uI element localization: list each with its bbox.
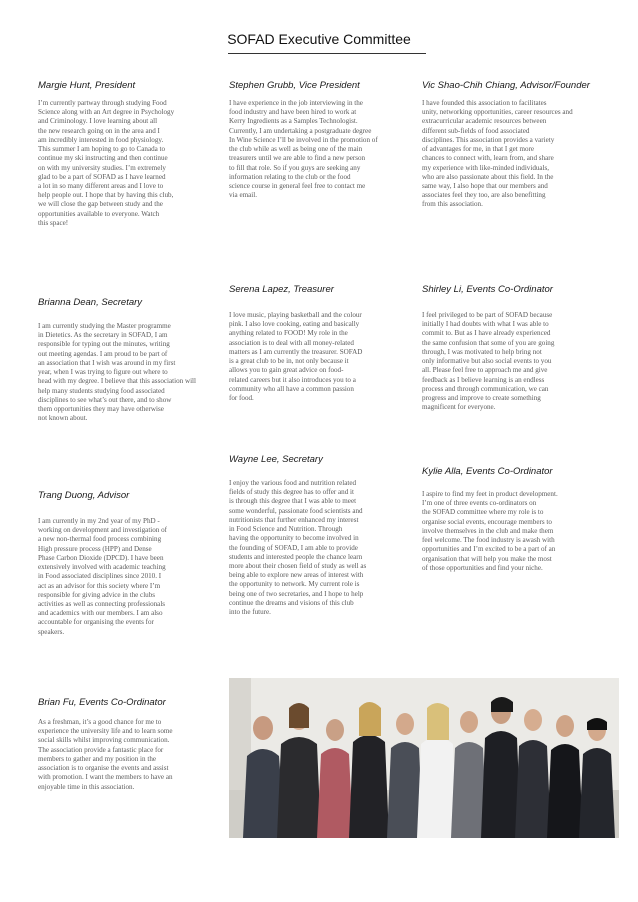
member-name-brian-fu: Brian Fu, Events Co-Ordinator bbox=[38, 697, 166, 708]
member-bio-margie-hunt: I’m currently partway through studying Food Science along with an Art degree in Psychology and Criminology. I love learning about all the new research going on in the area and I am incredibly interested in food physiology. This summer I am hoping to go to Canada to continue my ski instructing and then continue on with my university studies. I’m extremely glad to be a part of SOFAD as I have learned a lot in so many different areas and I love to help people out. I hope that by having this club, we will close the gap between study and the opportunities available to everyone. Watch this space! bbox=[38, 99, 175, 227]
group-photo bbox=[229, 678, 619, 838]
member-bio-trang-duong: I am currently in my 2nd year of my PhD - working on development and investigation of a new non-thermal food process combining High pressure process (HPP) and Dense Phase Carbon Dioxide (DPCD). I have been extensively involved with academic teaching in Food associated disciplines since 2010. I act as an advisor for this society where I’m responsible for giving advice in the clubs activities as well as connecting professionals and academics with our members. I am also accountable for organising the events for speakers. bbox=[38, 517, 168, 636]
member-name-brianna-dean: Brianna Dean, Secretary bbox=[38, 297, 143, 308]
member-name-margie-hunt: Margie Hunt, President bbox=[38, 80, 136, 91]
page-title: SOFAD Executive Committee bbox=[227, 31, 411, 47]
member-bio-serena-lapez: I love music, playing basketball and the colour pink. I also love cooking, eating and basically anything related to FOOD! My role in the association is to deal with all money-related matters as I am currently the treasurer. SOFAD is a great club to be in, not only because it allows you to gain great advice on food- related careers but it also introduces you to a community who all have a common passion for food. bbox=[229, 311, 363, 402]
title-underline bbox=[228, 53, 426, 54]
member-name-vic-chiang: Vic Shao-Chih Chiang, Advisor/Founder bbox=[422, 80, 590, 91]
member-name-wayne-lee: Wayne Lee, Secretary bbox=[229, 454, 323, 465]
member-name-shirley-li: Shirley Li, Events Co-Ordinator bbox=[422, 284, 553, 295]
member-bio-kylie-alla: I aspire to find my feet in product development. I’m one of three events co-ordinators on the SOFAD committee where my role is to organise social events, encourage members to involve themselves in the club and make them feel welcome. The food industry is awash with opportunities and I’m excited to be a part of an organisation that will help you make the most of those opportunities and find your niche. bbox=[422, 490, 558, 572]
member-name-stephen-grubb: Stephen Grubb, Vice President bbox=[229, 80, 360, 91]
member-bio-stephen-grubb: I have experience in the job interviewing in the food industry and have been hired to work at Kerry Ingredients as a Samples Technologist. Currently, I am undertaking a postgraduate degree In Wine Science I’ll be involved in the promotion of the club while as well as being one of the main treasurers until we are able to find a new person to fill that role. So if you guys are seeking any information relating to the club or the food science course in general feel free to contact me via email. bbox=[229, 99, 378, 200]
member-bio-vic-chiang: I have founded this association to facilitates unity, networking opportunities, career resources and extracurricular academic resources between different sub-fields of food associated disciplines. This association provides a variety of advantages for me, in that I get more chances to connect with, learn from, and share my experience with like-minded individuals, who are also passionate about this field. In the same way, I also hope that our members and associates feel they too, are also benefitting from this association. bbox=[422, 99, 573, 209]
member-name-kylie-alla: Kylie Alla, Events Co-Ordinator bbox=[422, 466, 553, 477]
member-name-trang-duong: Trang Duong, Advisor bbox=[38, 490, 130, 501]
member-name-serena-lapez: Serena Lapez, Treasurer bbox=[229, 284, 334, 295]
group-photo-icon bbox=[229, 678, 619, 838]
member-bio-shirley-li: I feel privileged to be part of SOFAD because initially I had doubts with what I was able to commit to. But as I have already experienced the same confusion that some of you are going through, I was motivated to help bring not only informative but also social events to you all. Please feel free to approach me and give feedback as I believe learning is an endless process and through communication, we can progress and improve to create something magnificent for everyone. bbox=[422, 311, 555, 412]
member-bio-wayne-lee: I enjoy the various food and nutrition related fields of study this degree has to offer and it is through this degree that I was able to meet some wonderful, passionate food scientists and nutritionists that further enhanced my interest in Food Science and Nutrition. Through having the opportunity to become involved in the founding of SOFAD, I am able to provide students and interested people the chance learn more about their chosen field of study as well as being able to explore new areas of interest with the opportunity to network. My current role is being one of two secretaries, and I hope to help continue the dreams and visions of this club into the future. bbox=[229, 479, 367, 617]
member-bio-brian-fu: As a freshman, it’s a good chance for me to experience the university life and to learn some social skills whilst improving communication. The association provide a fantastic place for members to gather and my position in the association is to organise the events and assist with promotion. I want the members to have an enjoyable time in this association. bbox=[38, 718, 173, 791]
member-bio-brianna-dean: I am currently studying the Master programme in Dietetics. As the secretary in SOFAD, I am responsible for typing out the minutes, writing out meeting agendas. I am proud to be part of an association that I wish was around in my first year, when I was trying to figure out where to head with my degree. I believe that this association will help many students studying food associated disciplines to see what’s out there, and to show them opportunities they may have otherwise not known about. bbox=[38, 322, 196, 423]
